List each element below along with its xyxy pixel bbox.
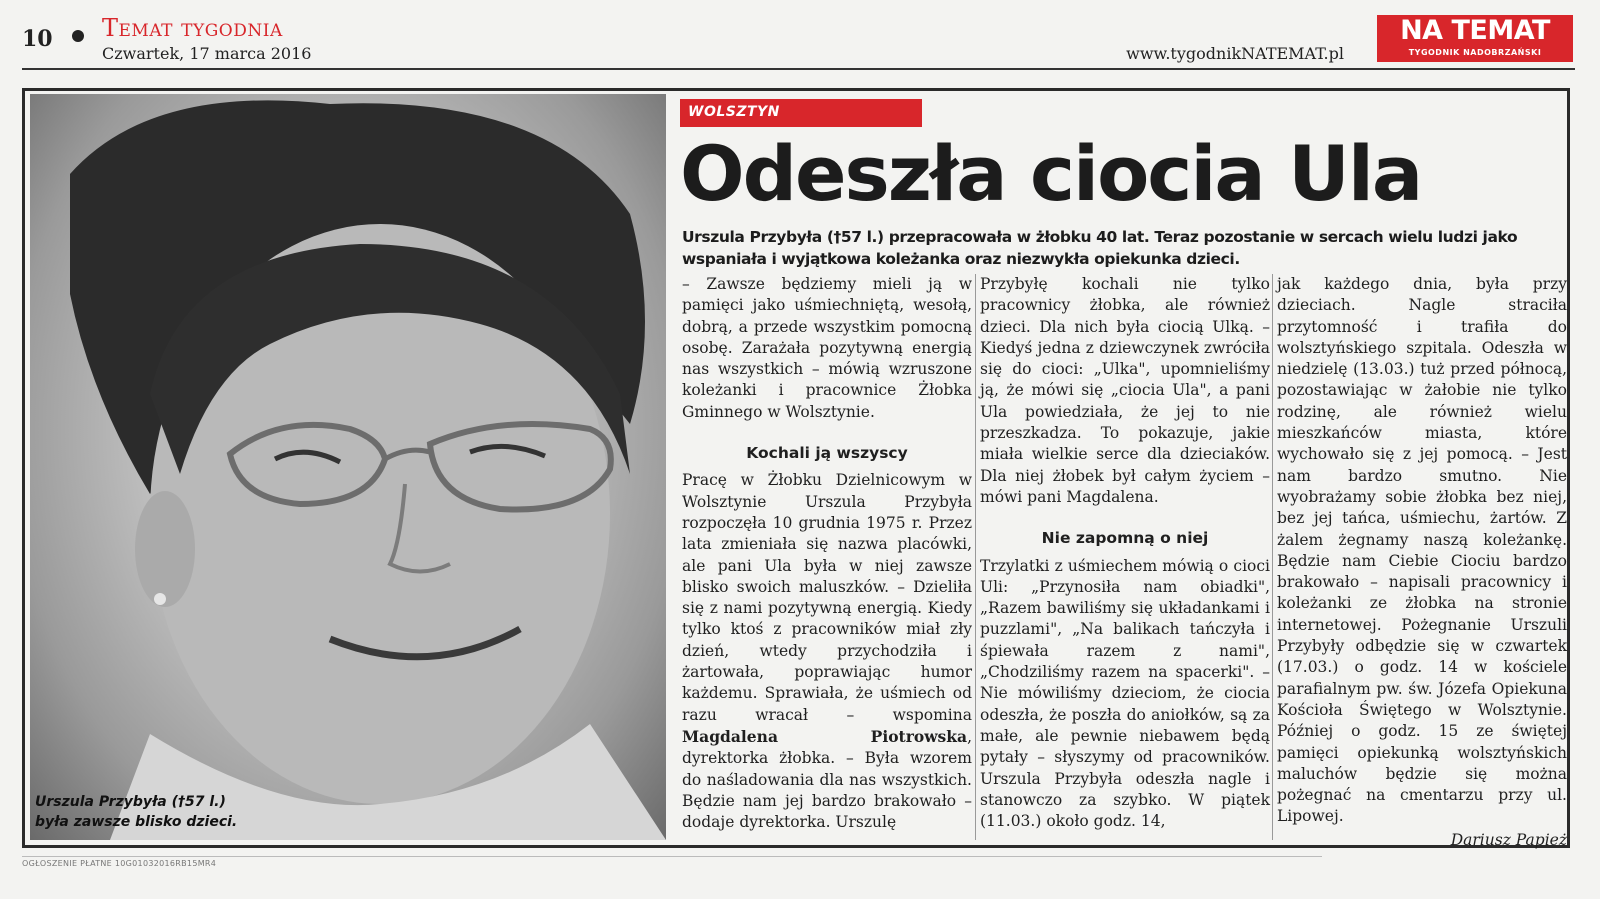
section-title: Temat tygodnia: [102, 14, 283, 42]
photo-caption-line2: była zawsze blisko dzieci.: [35, 814, 238, 830]
header-rule: [22, 68, 1575, 70]
body-paragraph: – Zawsze będziemy mieli ją w pamięci jako uśmiechniętą, wesołą, dobrą, a przede wszystkim pomocną osobę. Zarażała pozytywną energią nas wszystkich – mówią wzruszone koleżanki i pracownice Żłobka Gminnego w Wolsztynie.: [682, 275, 972, 421]
photo-caption-line1: Urszula Przybyła (†57 l.): [35, 794, 226, 810]
lead-paragraph: Urszula Przybyła (†57 l.) przepracowała w żłobku 40 lat. Teraz pozostanie w sercach wielu ludzi jako wspaniała i wyjątkowa koleżanka oraz niezwykła opiekunka dzieci.: [682, 228, 1518, 268]
page-number: 10: [22, 26, 53, 52]
subheading: Nie zapomną o niej: [1041, 529, 1209, 548]
logo-main-text: NA TEMAT: [1400, 15, 1550, 46]
kicker-text: WOLSZTYN: [688, 104, 780, 120]
body-paragraph: jak każdego dnia, była przy dzieciach. Nagle straciła przytomność i trafiła do wolsztyńskiego szpitala. Odeszła w niedzielę (13.03.) tuż przed północą, pozostawiając w żałobie nie tylko rodzinę, ale również wielu mieszkańców miasta, które wychowało się z jej pomocą. – Jest nam bardzo smutno. Nie wyobrażamy sobie żłobka bez niej, bez jej tańca, uśmiechu, żartów. Z żalem żegnamy naszą koleżankę. Będzie nam Ciebie Ciociu bardzo brakowało – napisali pracownicy i koleżanki ze żłobka na stronie internetowej. Pożegnanie Urszuli Przybyły odbędzie się w czwartek (17.03.) o godz. 14 w kościele parafialnym pw. św. Józefa Opiekuna Kościoła Świętego w Wolsztynie. Później o godz. 15 ze świętej pamięci opiekunką wolsztyńskich maluchów będzie się można pożegnać na cmentarzu przy ul. Lipowej.: [1277, 275, 1567, 826]
body-paragraph: Trzylatki z uśmiechem mówią o cioci Uli: „Przynosiła nam obiadki", „Razem bawiliśmy się układankami i puzzlami", „Na balikach tańczyła i śpiewała razem z nami", „Chodziliśmy razem na spacerki". – Nie mówiliśmy dzieciom, że ciocia odeszła, że poszła do aniołków, są za małe, ale pewnie niebawem będą pytały – słyszymy od pracowników. Urszula Przybyła odeszła nagle i stanowczo za szybko. W piątek (11.03.) około godz. 14,: [980, 556, 1270, 831]
body-text: Pracę w Żłobku Dzielnicowym w Wolsztynie Urszula Przybyła rozpoczęła 10 grudnia 1975 r. Przez lata zmieniała się nazwa placówki, ale pani Ula była w niej zawsze blisko swoich maluszków. – Dzieliła się z nami pozytywną energią. Kiedy tylko ktoś z pracowników miał zły dzień, wtedy przychodziła i żartowała, poprawiając humor każdemu. Sprawiała, że uśmiech od razu wracał – wspomina: [682, 471, 972, 724]
logo-sub-text: TYGODNIK NADOBRZAŃSKI: [1408, 48, 1542, 57]
ad-footer-note: OGŁOSZENIE PŁATNE 10G01032016RB15MR4: [22, 859, 217, 868]
column-1: [682, 274, 972, 833]
body-paragraph: [682, 470, 972, 833]
headline: Odeszła ciocia Ula: [680, 129, 1422, 218]
bottom-rule: [22, 856, 1322, 857]
website-url[interactable]: www.tygodnikNATEMAT.pl: [1126, 44, 1344, 63]
person-name: Magdalena Piotrowska: [682, 726, 968, 746]
newspaper-logo: [1377, 15, 1573, 62]
bullet-dot: [72, 30, 84, 42]
body-paragraph: Przybyłę kochali nie tylko pracownicy żłobka, ale również dzieci. Dla nich była ciocią Ulką. – Kiedyś jedna z dziewczynek zwróciła się do cioci: „Ulka", upomnieliśmy ją, że mówi się „ciocia Ula", a pani Ula powiedziała, że jej to nie przeszkadza. To pokazuje, jakie miała wielkie serce dla dzieciaków. Dla niej żłobek był całym życiem – mówi pani Magdalena.: [980, 275, 1270, 506]
portrait-photo: [30, 94, 666, 840]
column-3: [1277, 274, 1567, 851]
column-divider: [1272, 274, 1273, 840]
photo-caption: [35, 792, 237, 832]
issue-date: Czwartek, 17 marca 2016: [102, 44, 312, 63]
kicker-label: [680, 99, 922, 127]
byline: Dariusz Papież: [1450, 830, 1567, 849]
column-2: [980, 274, 1270, 832]
subheading: Kochali ją wszyscy: [746, 444, 908, 463]
column-divider: [975, 274, 976, 840]
body-text: , dyrektorka żłobka. – Była wzorem do naśladowania dla nas wszystkich. Będzie nam jej bardzo brakowało – dodaje dyrektorka. Urszulę: [682, 727, 972, 832]
